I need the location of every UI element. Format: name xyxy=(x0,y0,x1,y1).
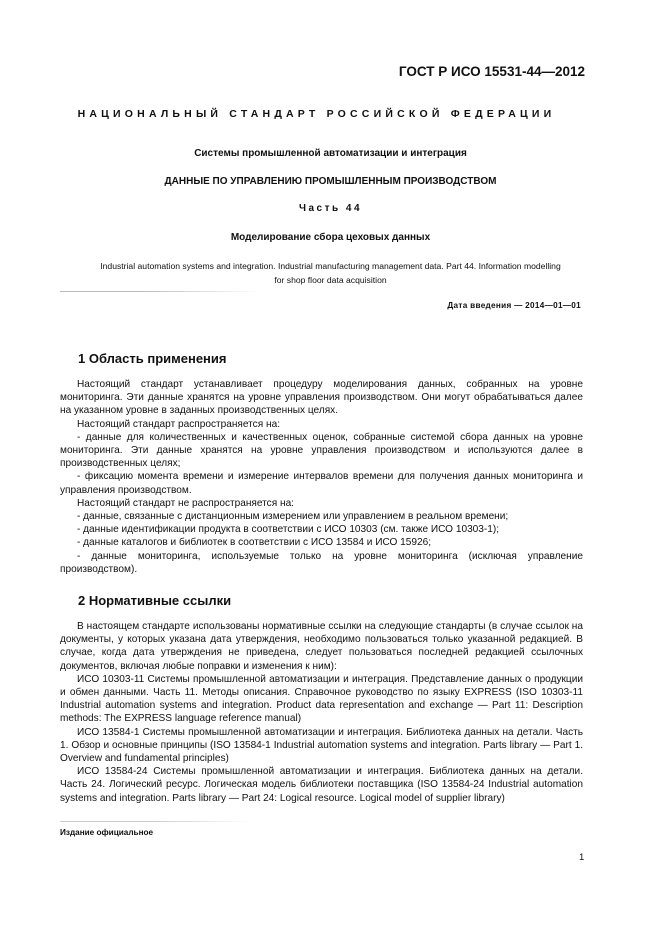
standard-code: ГОСТ Р ИСО 15531-44—2012 xyxy=(398,64,585,79)
national-standard-banner: НАЦИОНАЛЬНЫЙ СТАНДАРТ РОССИЙСКОЙ ФЕДЕРАЦИИ xyxy=(77,108,556,120)
section-1-heading: 1 Область применения xyxy=(78,351,227,366)
reference-item: ИСО 13584-1 Системы промышленной автоматизации и интеграция. Библиотека данных на детали. Часть 1. Обзор и основные принципы (ISO 13584-1 Industrial automation systems and integration. Parts library — Part 1. Overview and fundamental principles) xyxy=(60,726,583,765)
list-item: - данные мониторинга, используемые только на уровне мониторинга (исключая управление производством). xyxy=(60,550,583,575)
english-title xyxy=(40,259,621,287)
english-title-line-2: for shop floor data acquisition xyxy=(274,275,387,285)
list-item: - данные идентификации продукта в соответствии с ИСО 10303 (см. также ИСО 10303-1); xyxy=(77,524,500,536)
standard-subtitle: Моделирование сбора цеховых данных xyxy=(230,232,431,243)
divider-line xyxy=(60,291,260,292)
part-number: Часть 44 xyxy=(298,203,363,214)
page-number: 1 xyxy=(579,852,585,863)
list-item: - данные, связанные с дистанционным измерением или управлением в реальном времени; xyxy=(77,511,509,523)
introduction-date: Дата введения — 2014—01—01 xyxy=(447,301,581,310)
reference-item: ИСО 13584-24 Системы промышленной автоматизации и интеграция. Библиотека данных на детали. Часть 24. Логический ресурс. Логическая модель библиотеки поставщика (ISO 13584-24 Industrial automation systems and integration. Parts library — Part 24: Logical resource. Logical model of supplier library) xyxy=(60,766,583,804)
section-2-heading: 2 Нормативные ссылки xyxy=(78,593,232,608)
standard-series-title: Системы промышленной автоматизации и интеграция xyxy=(194,148,467,159)
list-item: - фиксацию момента времени и измерение интервалов времени для получения данных мониторинга и управления производством. xyxy=(60,471,583,496)
english-title-line-1: Industrial automation systems and integration. Industrial manufacturing management data. Part 44. Information modelling xyxy=(100,261,561,271)
list-item: - данные каталогов и библиотек в соответствии с ИСО 13584 и ИСО 15926; xyxy=(77,537,432,549)
paragraph: В настоящем стандарте использованы нормативные ссылки на следующие стандарты (в случае ссылок на документы, у которых указана дата утверждения, необходимо пользоваться только указанной редакцией. В случае, когда дата утверждения не приведена, следует пользоваться последней редакцией ссылочных документов, включая любые поправки и изменения к ним): xyxy=(60,621,583,672)
official-edition-label: Издание официальное xyxy=(60,828,154,837)
paragraph: Настоящий стандарт устанавливает процедуру моделирования данных, собранных на уровне мониторинга. Эти данные хранятся на уровне управления производством. Они могут обрабатываться далее на указанном уровне в заданных производственных целях. xyxy=(60,379,583,417)
section-2-body xyxy=(60,620,583,805)
section-1-body xyxy=(60,378,583,576)
list-item: - данные для количественных и качественных оценок, собранные системой сбора данных на уровне мониторинга. Эти данные хранятся на уровне управления производством и используются далее в производственных целях; xyxy=(60,431,583,470)
footer-divider xyxy=(60,821,250,822)
reference-item: ИСО 10303-11 Системы промышленной автоматизации и интеграция. Представление данных о продукции и обмен данными. Часть 11. Методы описания. Справочное руководство по языку EXPRESS (ISO 10303-11 Industrial automation systems and integration. Product data representation and exchange — Part 11: Description methods: The EXPRESS language reference manual) xyxy=(60,673,583,725)
standard-main-title: ДАННЫЕ ПО УПРАВЛЕНИЮ ПРОМЫШЛЕННЫМ ПРОИЗВОДСТВОМ xyxy=(164,176,497,187)
paragraph: Настоящий стандарт распространяется на: xyxy=(77,418,280,430)
paragraph: Настоящий стандарт не распространяется на: xyxy=(77,497,294,509)
